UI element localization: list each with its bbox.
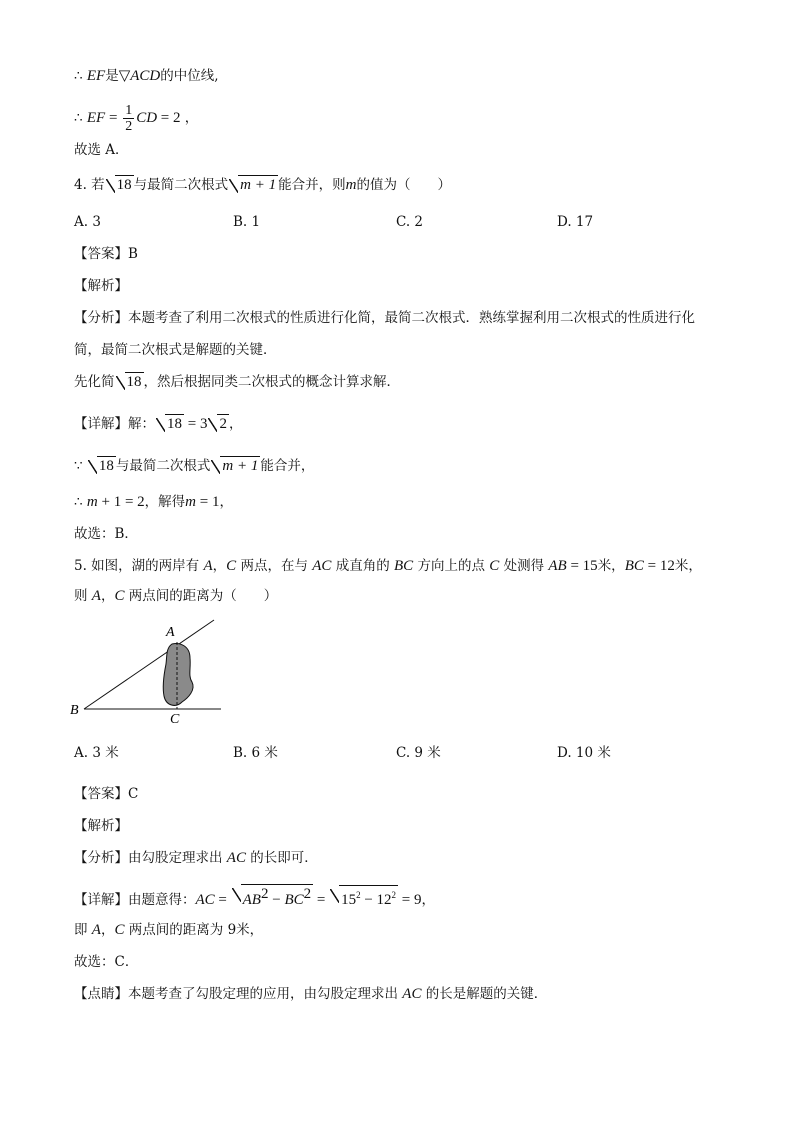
line-ba — [84, 620, 214, 709]
fraction-one-half: $\frac{1}{2}$ — [125, 103, 133, 134]
q4-answer: 【答案】B — [74, 246, 138, 262]
radical-18: 18 — [106, 175, 134, 195]
q5-detail: 【详解】由题意得：AC = $AB^2 - BC^2 = 15^2 - 12^2 = 9$， — [74, 886, 436, 908]
q4-conclusion: 故选：B． — [74, 526, 138, 542]
q5-conclusion: 故选：C． — [74, 954, 139, 970]
radical-15-12: $15^2 - 12^2$ — [330, 885, 398, 910]
proof-line-2: ∴ EF = $\frac{1}{2}$ CD = 2 ， — [74, 103, 199, 134]
q4-step-2: ∵ 18 与最简二次根式 m + 1 能合并， — [74, 458, 315, 474]
q4-step-3: ∴ m + 1 = 2，解得m = 1， — [74, 494, 233, 510]
point-a-label: A — [166, 625, 175, 640]
q5-step-1: 即 A，C 两点间的距离为 9米， — [74, 922, 264, 938]
radical-18: 18 — [116, 372, 144, 392]
point-c-label: C — [170, 712, 180, 727]
q4-analysis-heading: 【解析】 — [74, 278, 128, 294]
q5-option-c: C. 9 米 — [396, 745, 441, 761]
radical-18: 18 — [156, 414, 184, 434]
q5-option-b: B. 6 米 — [233, 745, 278, 761]
radical-2: 2 — [208, 414, 229, 434]
q4-analysis-2: 简，最简二次根式是解题的关键． — [74, 342, 277, 358]
question-5-line-1: 5. 如图，湖的两岸有 A，C 两点，在与 AC 成直角的 BC 方向上的点 C 处测得 AB = 15米，BC = 12米， — [74, 558, 702, 574]
question-5-line-2: 则 A，C 两点间的距离为（ ） — [74, 588, 278, 604]
q4-step-1: 先化简 18 ，然后根据同类二次根式的概念计算求解． — [74, 374, 400, 390]
q4-analysis-1: 【分析】本题考查了利用二次根式的性质进行化简，最简二次根式．熟练掌握利用二次根式的性质进行化 — [74, 310, 695, 326]
point-b-label: B — [70, 703, 79, 718]
q4-option-c: C. 2 — [396, 214, 424, 230]
lake-triangle-figure — [66, 616, 236, 728]
lake-shape — [163, 644, 193, 706]
q5-comment: 【点睛】本题考查了勾股定理的应用，由勾股定理求出 AC 的长是解题的关键． — [74, 986, 548, 1002]
q5-analysis: 【分析】由勾股定理求出 AC 的长即可． — [74, 850, 318, 866]
q5-answer: 【答案】C — [74, 786, 139, 802]
q4-detail: 【详解】解： 18 = 3 2 ， — [74, 416, 243, 432]
q4-option-d: D. 17 — [557, 214, 594, 230]
proof-line-1: ∴ EF是▽ACD的中位线, — [74, 68, 219, 84]
radical-m-plus-1: m + 1 — [211, 456, 260, 476]
radical-m-plus-1: m + 1 — [229, 175, 278, 195]
q5-option-d: D. 10 米 — [557, 745, 611, 761]
q5-option-a: A. 3 米 — [74, 745, 119, 761]
answer-choice-line: 故选 A． — [74, 142, 129, 158]
question-4: 4. 若 18 与最简二次根式 m + 1 能合并，则m的值为（ ） — [74, 177, 451, 193]
q4-option-a: A. 3 — [74, 214, 101, 230]
q5-analysis-heading: 【解析】 — [74, 818, 128, 834]
q4-option-b: B. 1 — [233, 214, 261, 230]
radical-18: 18 — [88, 456, 116, 476]
radical-ab2-bc2: $AB^2 - BC^2$ — [232, 884, 313, 910]
